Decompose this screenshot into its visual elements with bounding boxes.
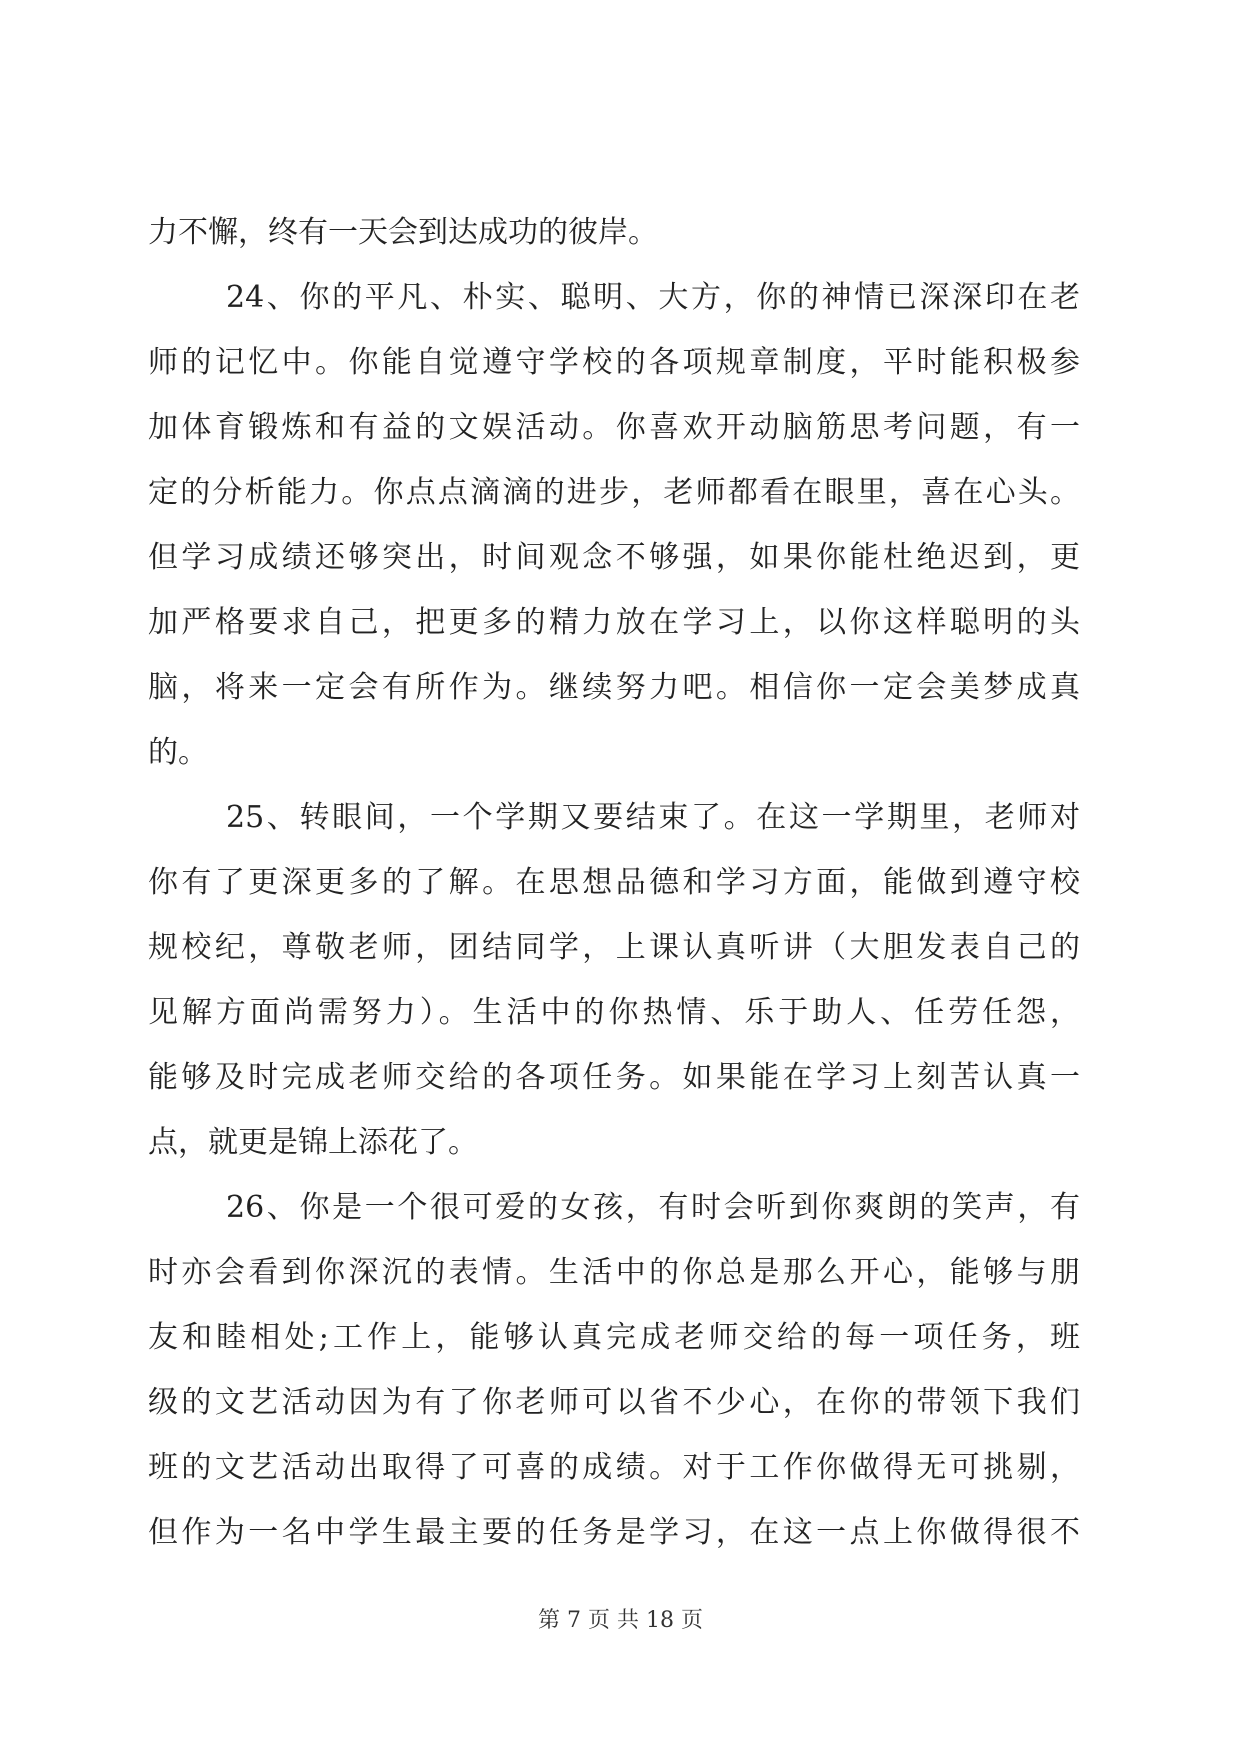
text-line: 但学习成绩还够突出，时间观念不够强，如果你能杜绝迟到，更 bbox=[148, 540, 1080, 575]
paragraph-25 bbox=[148, 785, 1080, 1175]
text-line: 25、转眼间，一个学期又要结束了。在这一学期里，老师对 bbox=[226, 800, 1080, 835]
paragraph-26 bbox=[148, 1175, 1080, 1565]
text-line: 的。 bbox=[148, 735, 208, 770]
page-number-footer: 第 7 页 共 18 页 bbox=[538, 1608, 703, 1633]
text-line: 定的分析能力。你点点滴滴的进步，老师都看在眼里，喜在心头。 bbox=[148, 475, 1080, 510]
text-line: 加严格要求自己，把更多的精力放在学习上，以你这样聪明的头 bbox=[148, 605, 1080, 640]
text-line: 点，就更是锦上添花了。 bbox=[148, 1125, 478, 1160]
text-line: 但作为一名中学生最主要的任务是学习，在这一点上你做得很不 bbox=[148, 1515, 1080, 1550]
text-line: 师的记忆中。你能自觉遵守学校的各项规章制度，平时能积极参 bbox=[148, 345, 1080, 380]
text-line: 脑，将来一定会有所作为。继续努力吧。相信你一定会美梦成真 bbox=[148, 670, 1080, 705]
text-line: 级的文艺活动因为有了你老师可以省不少心，在你的带领下我们 bbox=[148, 1385, 1080, 1420]
text-line: 力不懈，终有一天会到达成功的彼岸。 bbox=[148, 215, 658, 250]
text-line: 加体育锻炼和有益的文娱活动。你喜欢开动脑筋思考问题，有一 bbox=[148, 410, 1080, 445]
text-line: 时亦会看到你深沉的表情。生活中的你总是那么开心，能够与朋 bbox=[148, 1255, 1080, 1290]
paragraph-24 bbox=[148, 265, 1080, 785]
text-line: 友和睦相处;工作上，能够认真完成老师交给的每一项任务，班 bbox=[148, 1320, 1080, 1355]
text-line: 班的文艺活动出取得了可喜的成绩。对于工作你做得无可挑剔， bbox=[148, 1450, 1080, 1485]
text-line: 能够及时完成老师交给的各项任务。如果能在学习上刻苦认真一 bbox=[148, 1060, 1080, 1095]
text-line: 24、你的平凡、朴实、聪明、大方，你的神情已深深印在老 bbox=[226, 280, 1080, 315]
text-line: 26、你是一个很可爱的女孩，有时会听到你爽朗的笑声，有 bbox=[226, 1190, 1080, 1225]
paragraph-23-tail bbox=[148, 200, 1080, 265]
text-line: 规校纪，尊敬老师，团结同学，上课认真听讲（大胆发表自己的 bbox=[148, 930, 1080, 965]
text-line: 你有了更深更多的了解。在思想品德和学习方面，能做到遵守校 bbox=[148, 865, 1080, 900]
text-line: 见解方面尚需努力）。生活中的你热情、乐于助人、任劳任怨， bbox=[148, 995, 1080, 1030]
document-body bbox=[148, 200, 1080, 1565]
